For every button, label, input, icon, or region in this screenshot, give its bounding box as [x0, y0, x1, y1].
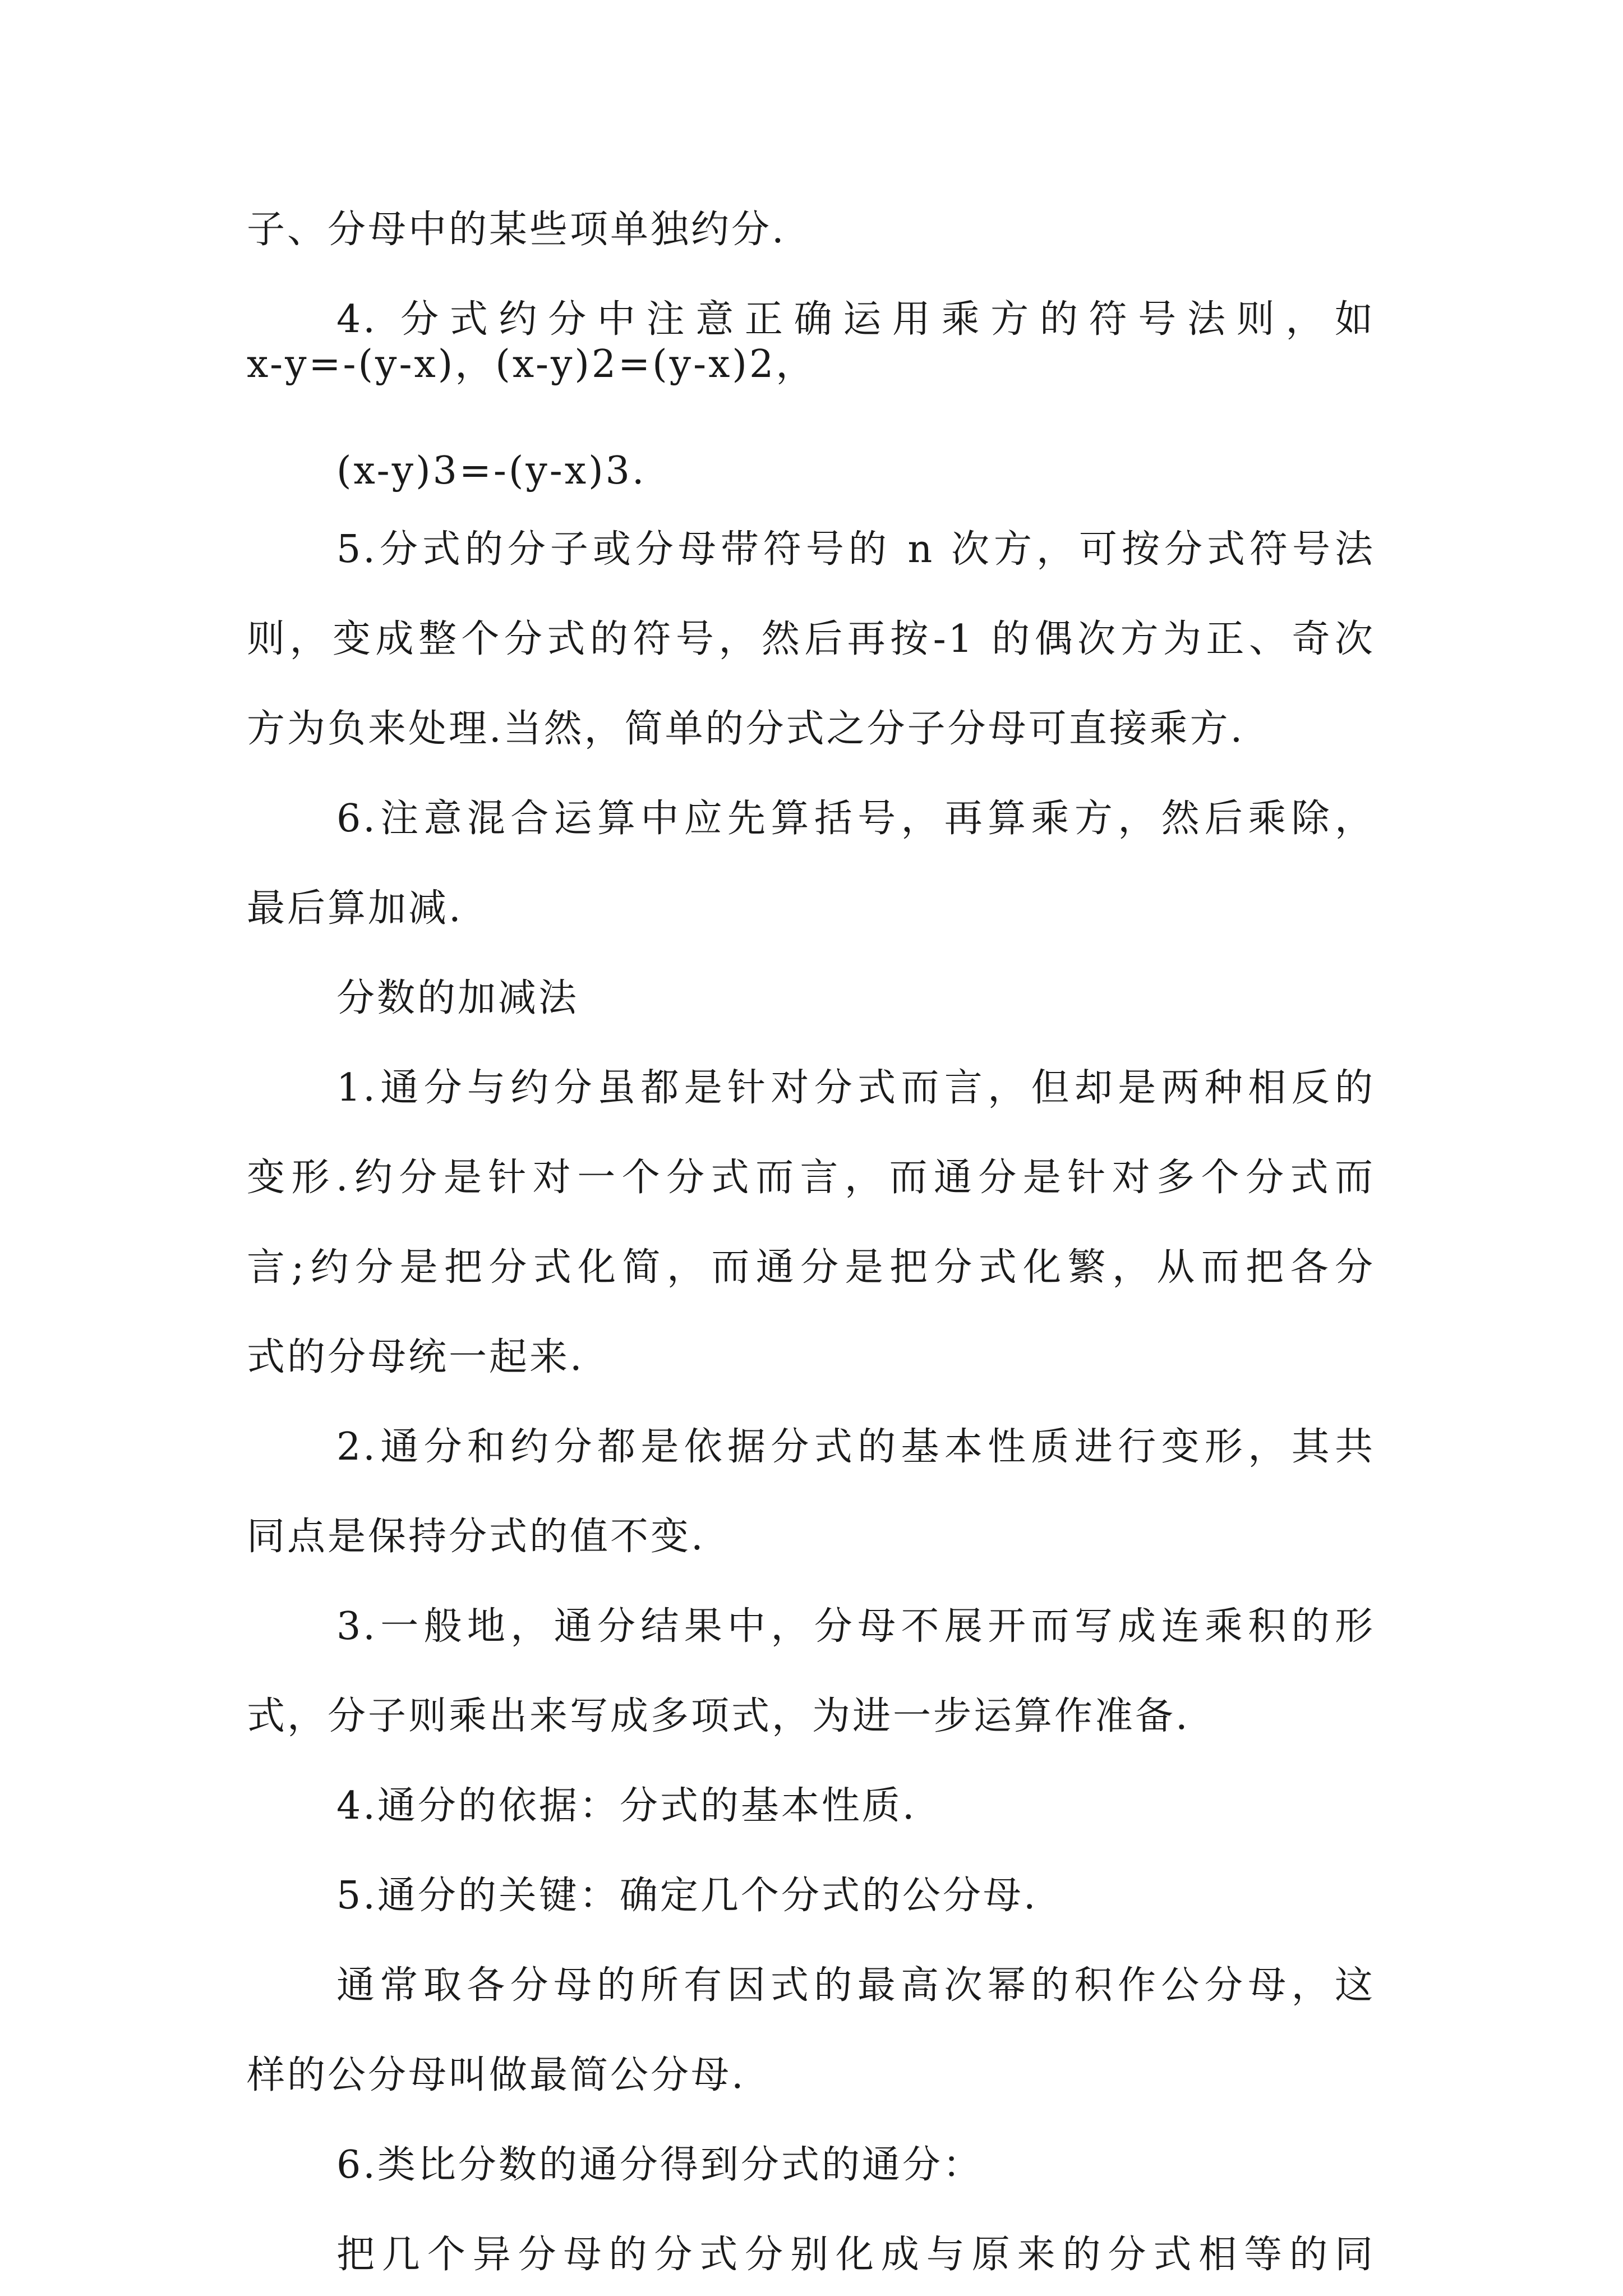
- text-line: 6.类比分数的通分得到分式的通分：: [336, 2143, 983, 2187]
- text-line: 式的分母统一起来.: [247, 1335, 584, 1379]
- text-line: 最后算加减.: [247, 886, 463, 931]
- text-line: 4. 分式约分中注意正确运用乘方的符号法则，如: [336, 297, 1375, 342]
- text-line: 4.通分的依据：分式的基本性质.: [336, 1784, 917, 1828]
- text-line: 3.一般地，通分结果中，分母不展开而写成连乘积的形: [336, 1604, 1375, 1649]
- text-line: 通常取各分母的所有因式的最高次幂的积作公分母，这: [336, 1963, 1375, 2008]
- text-line: 5.分式的分子或分母带符号的 n 次方，可按分式符号法: [336, 527, 1375, 572]
- text-line: 5.通分的关键：确定几个分式的公分母.: [336, 1874, 1038, 1918]
- text-line: 言;约分是把分式化简，而通分是把分式化繁，从而把各分: [247, 1245, 1375, 1290]
- text-line: 2.通分和约分都是依据分式的基本性质进行变形，其共: [336, 1425, 1375, 1469]
- text-line: 子、分母中的某些项单独约分.: [247, 208, 786, 252]
- text-line: 则，变成整个分式的符号，然后再按-1 的偶次方为正、奇次: [247, 617, 1375, 661]
- text-line: 方为负来处理.当然，简单的分式之分子分母可直接乘方.: [247, 707, 1245, 751]
- text-line: 同点是保持分式的值不变.: [247, 1515, 706, 1559]
- text-line: 变形.约分是针对一个分式而言，而通分是针对多个分式而: [247, 1156, 1375, 1200]
- text-line: 6.注意混合运算中应先算括号，再算乘方，然后乘除，: [336, 797, 1375, 841]
- text-line: 式，分子则乘出来写成多项式，为进一步运算作准备.: [247, 1694, 1190, 1738]
- text-line: x-y=-(y-x)，(x-y)2=(y-x)2，: [247, 342, 817, 386]
- text-line: 把几个异分母的分式分别化成与原来的分式相等的同: [336, 2233, 1375, 2277]
- text-line: 1.通分与约分虽都是针对分式而言，但却是两种相反的: [336, 1066, 1375, 1110]
- section-heading: 分数的加减法: [336, 976, 579, 1020]
- text-line: 样的公分母叫做最简公分母.: [247, 2053, 746, 2097]
- text-line: (x-y)3=-(y-x)3.: [336, 449, 647, 493]
